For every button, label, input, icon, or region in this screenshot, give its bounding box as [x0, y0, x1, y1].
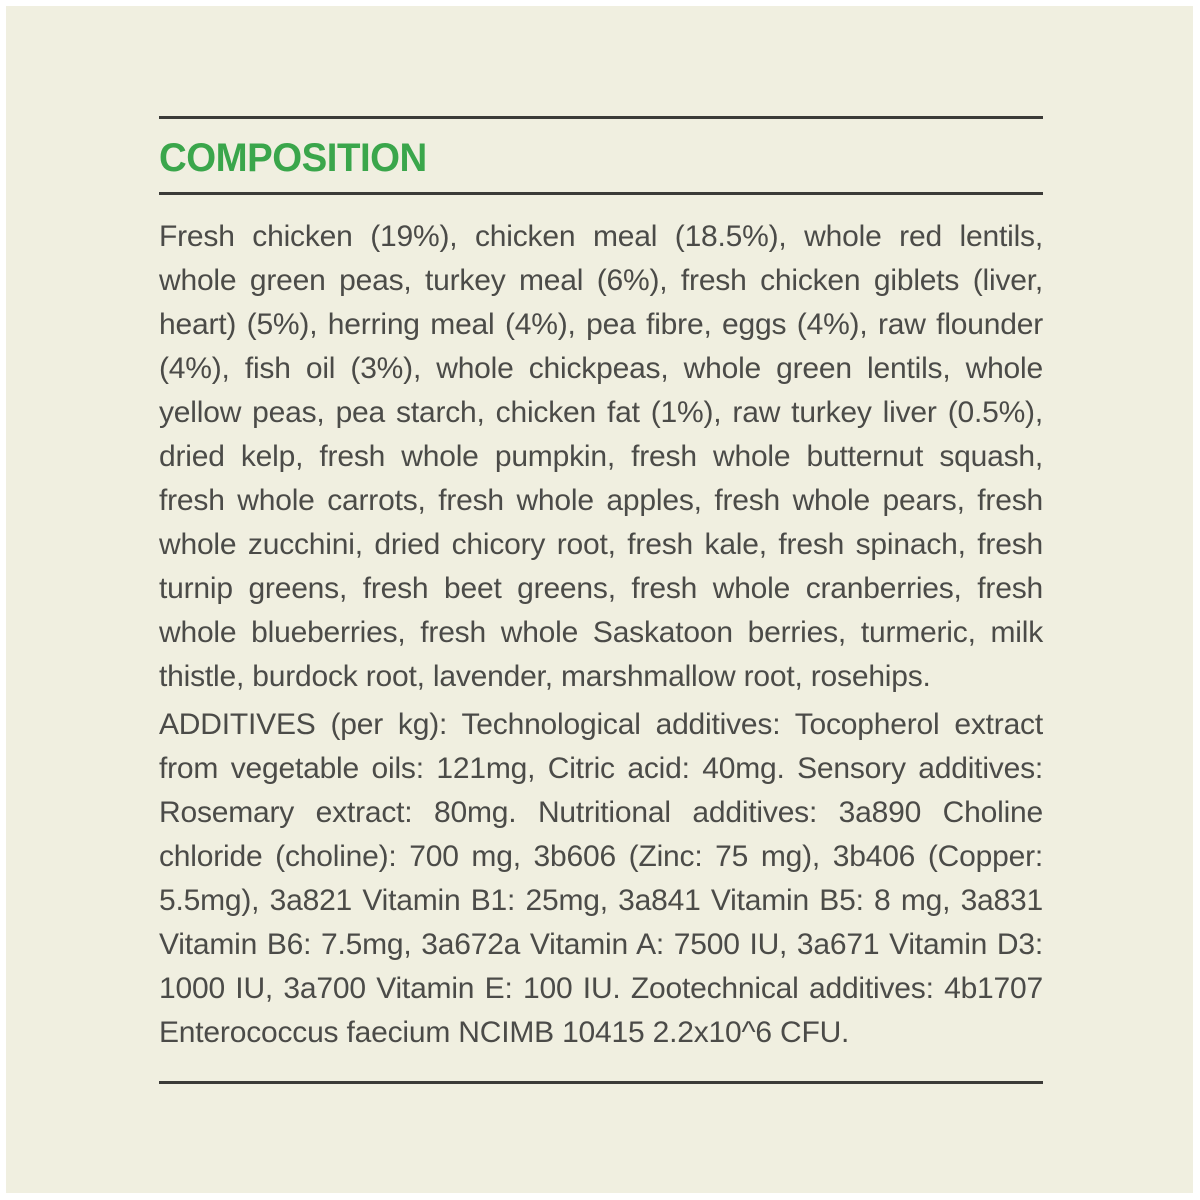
composition-heading: COMPOSITION — [159, 136, 427, 180]
additives-paragraph: ADDITIVES (per kg): Technological additives: Tocopherol extract from vegetable oils: 121mg, Citric acid: 40mg. Sensory additives: Rosemary extract: 80mg. Nutritional additives: 3a890 Choline chloride (choline): 700 mg, 3b606 (Zinc: 75 mg), 3b406 (Copper: 5.5mg), 3a821 Vitamin B1: 25mg, 3a841 Vitamin B5: 8 mg, 3a831 Vitamin B6: 7.5mg, 3a672a Vitamin A: 7500 IU, 3a671 Vitamin D3: 1000 IU, 3a700 Vitamin E: 100 IU. Zootechnical additives: 4b1707 Enterococcus faecium NCIMB 10415 2.2x10^6 CFU. — [159, 708, 1043, 1049]
label-panel — [6, 6, 1193, 1193]
top-rule — [159, 116, 1043, 119]
bottom-rule — [159, 1081, 1043, 1084]
composition-paragraph: Fresh chicken (19%), chicken meal (18.5%), whole red lentils, whole green peas, turkey meal (6%), fresh chicken giblets (liver, heart) (5%), herring meal (4%), pea fibre, eggs (4%), raw flounder (4%), fish oil (3%), whole chickpeas, whole green lentils, whole yellow peas, pea starch, chicken fat (1%), raw turkey liver (0.5%), dried kelp, fresh whole pumpkin, fresh whole butternut squash, fresh whole carrots, fresh whole apples, fresh whole pears, fresh whole zucchini, dried chicory root, fresh kale, fresh spinach, fresh turnip greens, fresh beet greens, fresh whole cranberries, fresh whole blueberries, fresh whole Saskatoon berries, turmeric, milk thistle, burdock root, lavender, marshmallow root, rosehips. — [159, 220, 1043, 693]
heading-underline-rule — [159, 192, 1043, 195]
